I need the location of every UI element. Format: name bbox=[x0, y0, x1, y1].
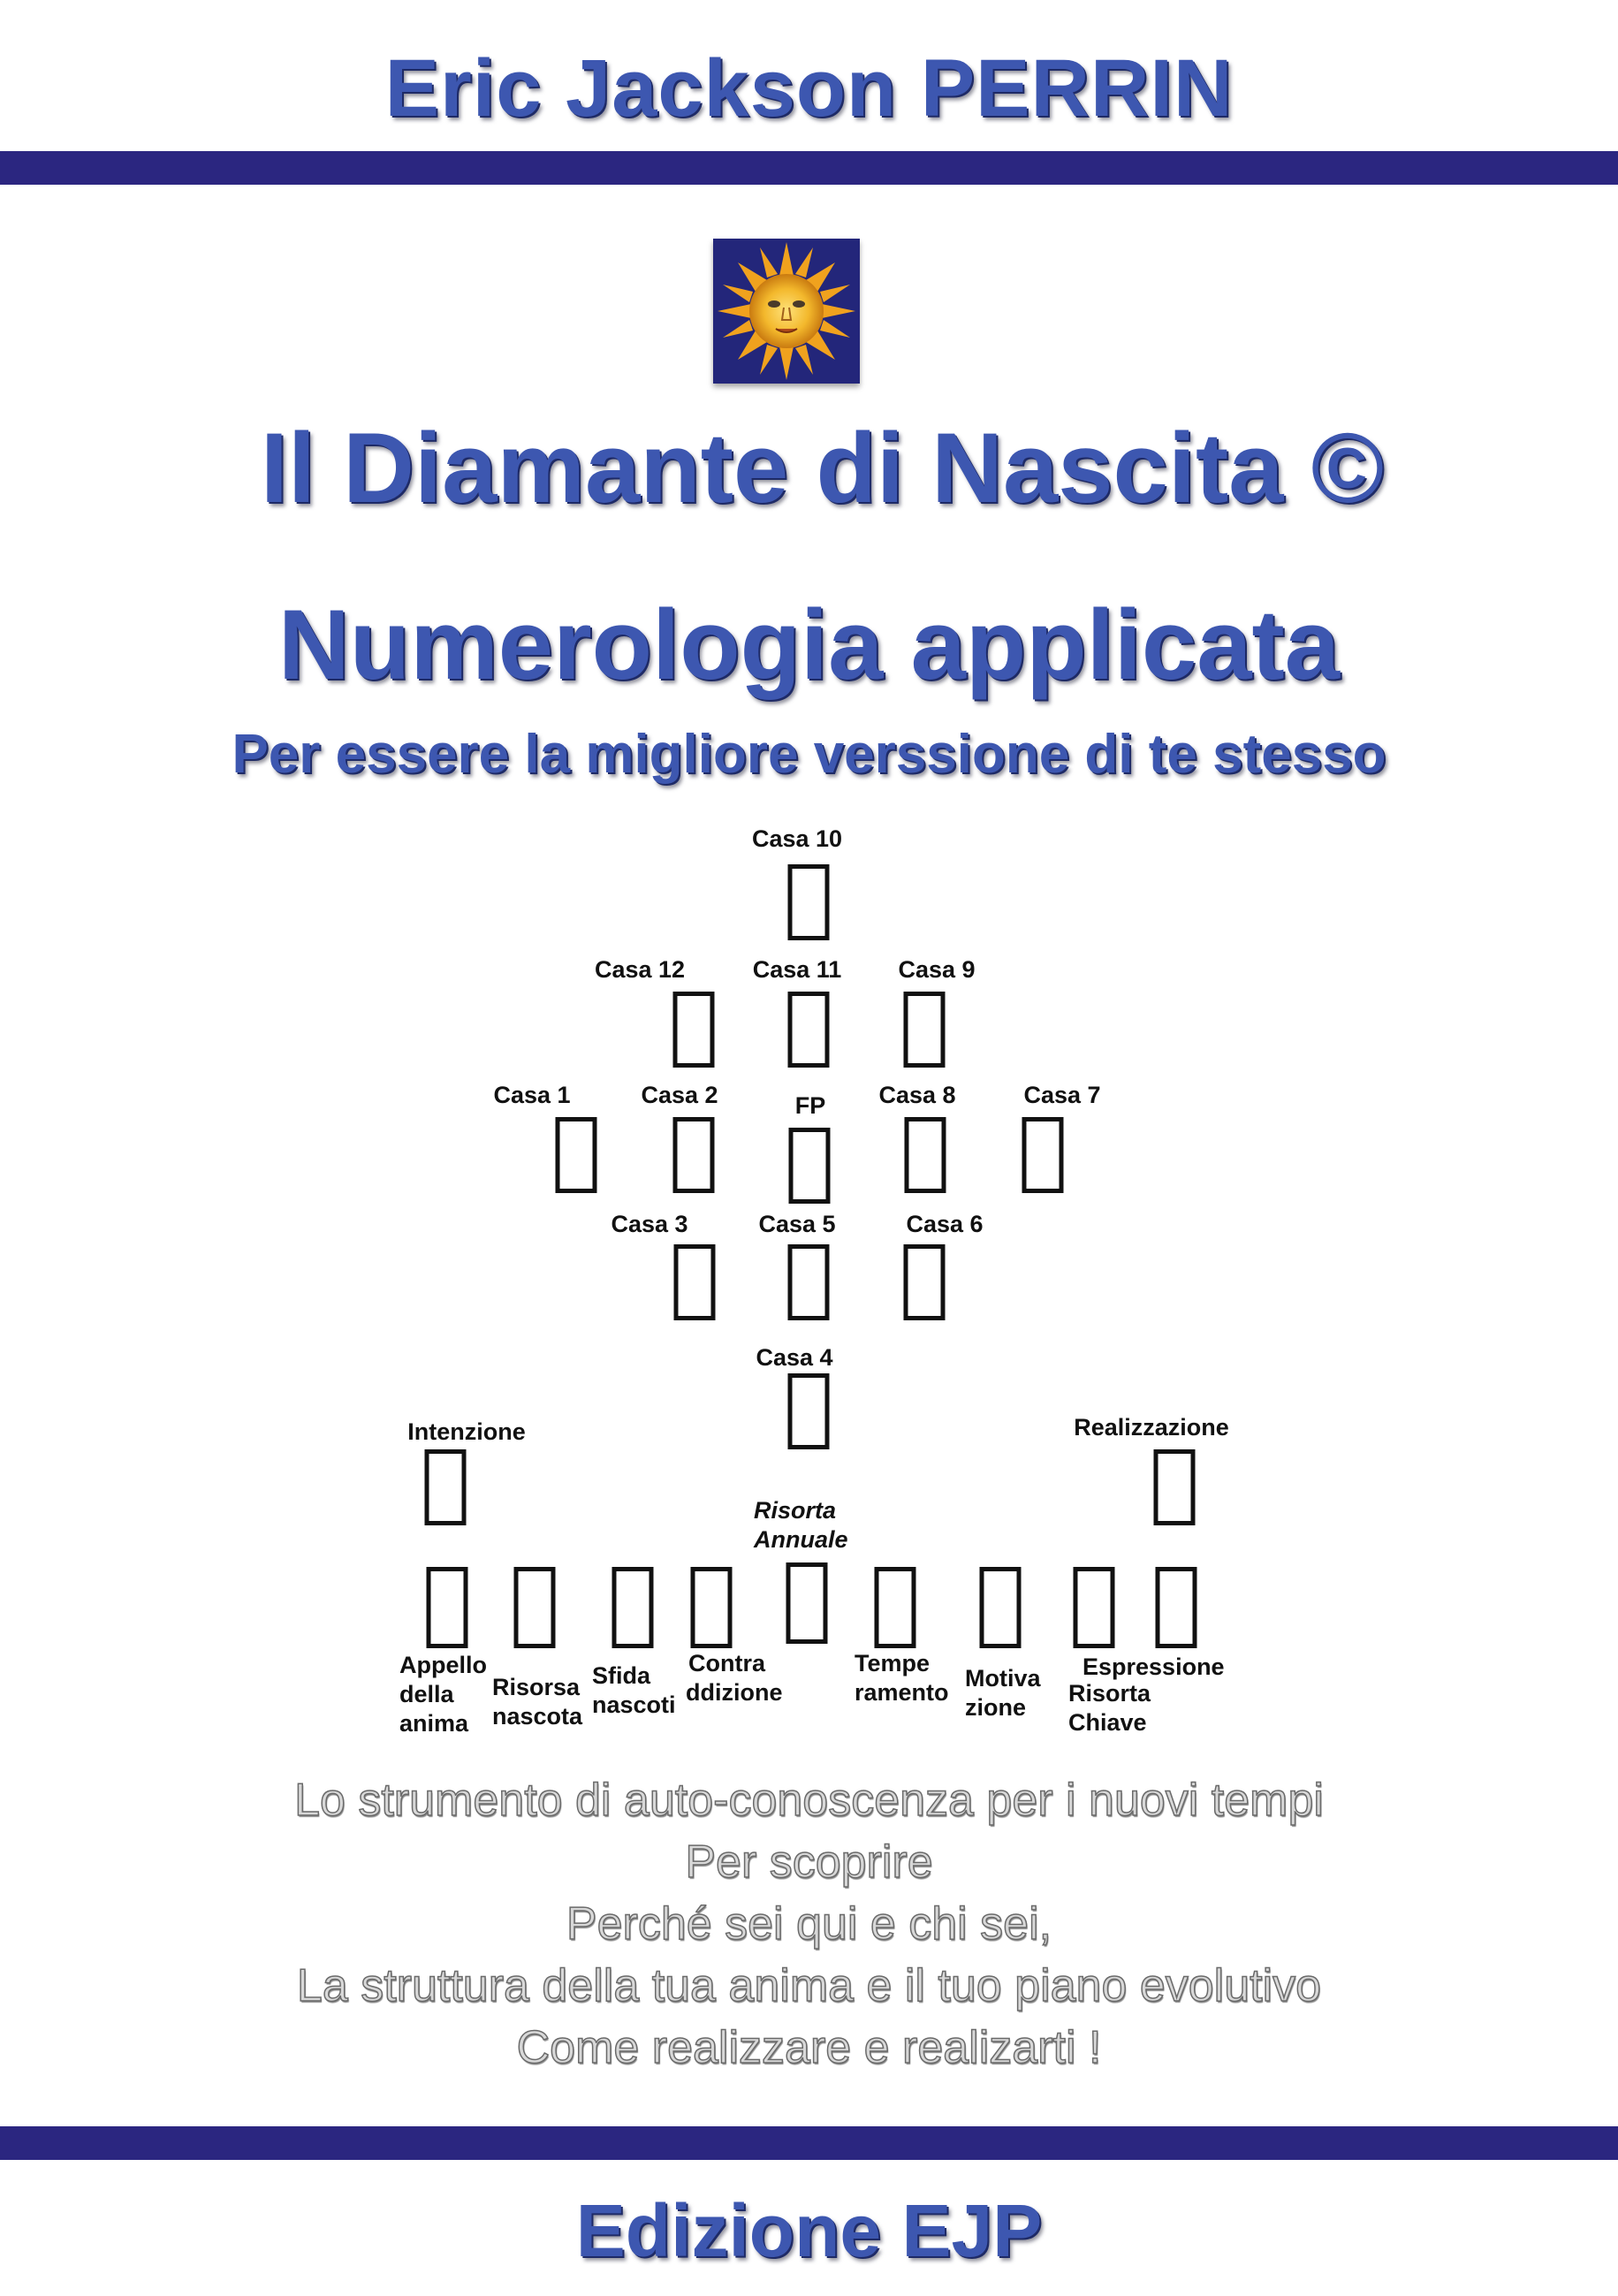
tagline-line-2: Per scoprire bbox=[685, 1836, 933, 1888]
label-risorta-annuale bbox=[754, 1496, 848, 1555]
label-line: Sfida bbox=[592, 1662, 651, 1689]
label-casa-7: Casa 7 bbox=[1023, 1082, 1101, 1108]
label-line: Tempe bbox=[855, 1650, 931, 1676]
box-temperamento[interactable] bbox=[875, 1567, 916, 1648]
box-casa-10[interactable] bbox=[788, 864, 830, 940]
author-name: Eric Jackson PERRIN bbox=[384, 43, 1234, 133]
label-casa-2: Casa 2 bbox=[641, 1082, 718, 1108]
bottom-divider-bar bbox=[0, 2126, 1618, 2160]
book-title: Il Diamante di Nascita © bbox=[260, 413, 1385, 523]
box-casa-11[interactable] bbox=[788, 992, 830, 1068]
label-line: ramento bbox=[855, 1679, 949, 1706]
label-casa-5: Casa 5 bbox=[758, 1211, 836, 1237]
label-contraddizione bbox=[686, 1649, 783, 1707]
label-line: Contra bbox=[688, 1650, 765, 1676]
box-motivazione[interactable] bbox=[980, 1567, 1022, 1648]
box-risorta-annuale[interactable] bbox=[786, 1562, 828, 1644]
tagline-line-4: La struttura della tua anima e il tuo piano evolutivo bbox=[296, 1960, 1322, 2011]
label-intenzione: Intenzione bbox=[407, 1418, 526, 1445]
label-casa-9: Casa 9 bbox=[898, 956, 976, 983]
label-casa-6: Casa 6 bbox=[906, 1211, 984, 1237]
label-line: Appello bbox=[399, 1652, 487, 1678]
box-espressione[interactable] bbox=[1156, 1567, 1197, 1648]
label-line: anima bbox=[399, 1710, 469, 1737]
label-line: Espressione bbox=[1082, 1654, 1225, 1680]
tagline-line-5: Come realizzare e realizarti ! bbox=[516, 2022, 1102, 2073]
label-line: zione bbox=[965, 1694, 1027, 1721]
label-risorta-annuale-line2: Annuale bbox=[754, 1526, 848, 1553]
label-risorsa-nascota bbox=[492, 1673, 582, 1731]
box-casa-12[interactable] bbox=[673, 992, 715, 1068]
box-casa-1[interactable] bbox=[556, 1117, 597, 1193]
label-fp: FP bbox=[794, 1092, 826, 1119]
box-casa-3[interactable] bbox=[674, 1244, 716, 1320]
label-espressione bbox=[1082, 1653, 1225, 1682]
label-line: Motiva bbox=[965, 1665, 1041, 1692]
label-line: ddizione bbox=[686, 1679, 783, 1706]
sun-face-icon bbox=[713, 239, 860, 384]
label-line: Risorta bbox=[1068, 1680, 1151, 1707]
box-casa-9[interactable] bbox=[904, 992, 946, 1068]
box-casa-5[interactable] bbox=[788, 1244, 830, 1320]
book-title-line2: Numerologia applicata bbox=[277, 589, 1341, 700]
box-contraddizione[interactable] bbox=[691, 1567, 733, 1648]
label-line: nascota bbox=[492, 1703, 583, 1730]
box-sfida-nascoti[interactable] bbox=[612, 1567, 654, 1648]
label-casa-11: Casa 11 bbox=[752, 956, 842, 983]
box-casa-4[interactable] bbox=[788, 1373, 830, 1449]
box-casa-8[interactable] bbox=[905, 1117, 946, 1193]
label-line: Chiave bbox=[1068, 1709, 1147, 1736]
label-line: Risorsa bbox=[492, 1674, 581, 1700]
label-line: della bbox=[399, 1681, 454, 1707]
label-risorta-chiave bbox=[1068, 1679, 1151, 1737]
box-casa-2[interactable] bbox=[673, 1117, 715, 1193]
label-casa-3: Casa 3 bbox=[611, 1211, 688, 1237]
box-risorsa-nascota[interactable] bbox=[514, 1567, 556, 1648]
label-sfida-nascoti bbox=[592, 1661, 676, 1720]
box-casa-7[interactable] bbox=[1022, 1117, 1064, 1193]
tagline-line-3: Perché sei qui e chi sei, bbox=[566, 1898, 1052, 1950]
book-subtitle: Per essere la migliore verssione di te stesso bbox=[232, 724, 1386, 785]
top-divider-bar bbox=[0, 151, 1618, 185]
label-realizzazione: Realizzazione bbox=[1074, 1414, 1229, 1441]
label-temperamento bbox=[855, 1649, 949, 1707]
publisher-name: Edizione EJP bbox=[575, 2189, 1043, 2272]
box-realizzazione[interactable] bbox=[1154, 1449, 1196, 1525]
label-casa-1: Casa 1 bbox=[493, 1082, 571, 1108]
label-appello-della-anima bbox=[399, 1651, 487, 1738]
box-fp[interactable] bbox=[789, 1128, 831, 1204]
box-intenzione[interactable] bbox=[425, 1449, 467, 1525]
box-appello-della-anima[interactable] bbox=[427, 1567, 468, 1648]
label-casa-10: Casa 10 bbox=[751, 825, 843, 852]
label-casa-4: Casa 4 bbox=[756, 1344, 833, 1371]
label-motivazione bbox=[965, 1664, 1041, 1722]
box-risorta-chiave[interactable] bbox=[1074, 1567, 1115, 1648]
label-risorta-annuale-line1: Risorta bbox=[754, 1497, 837, 1524]
box-casa-6[interactable] bbox=[904, 1244, 946, 1320]
label-casa-8: Casa 8 bbox=[878, 1082, 956, 1108]
label-casa-12: Casa 12 bbox=[594, 956, 686, 983]
label-line: nascoti bbox=[592, 1692, 676, 1718]
tagline-line-1: Lo strumento di auto-conoscenza per i nuovi tempi bbox=[294, 1775, 1324, 1826]
